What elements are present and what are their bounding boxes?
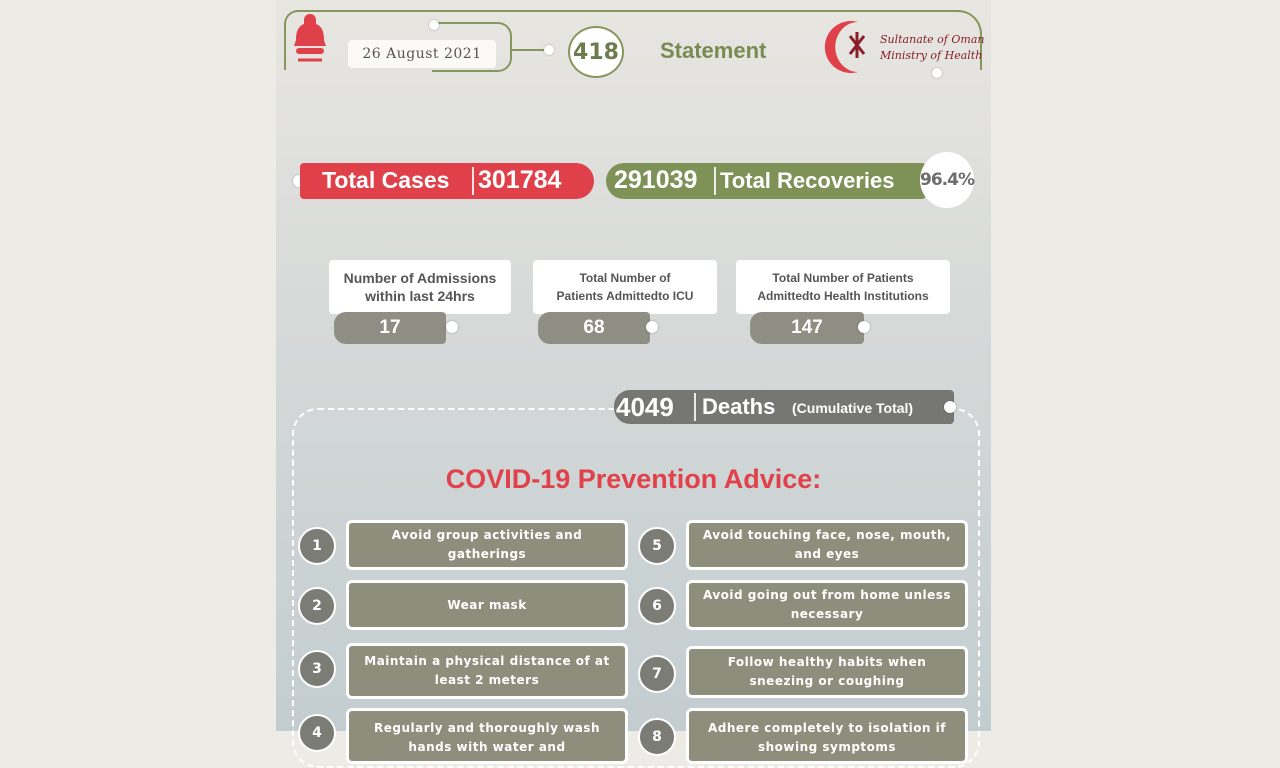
recovery-rate-badge: 96.4%: [920, 152, 974, 208]
advice-step-number: 6: [638, 587, 676, 625]
stat-label-line: Admittedto Health Institutions: [757, 289, 929, 303]
deaths-value: 4049: [616, 392, 674, 422]
total-cases-bar: [300, 163, 594, 199]
header-dot: [544, 45, 554, 55]
total-recoveries-value: 291039: [614, 166, 698, 194]
stat-label-line: Patients Admittedto ICU: [556, 289, 694, 303]
stat-card-icu-value: 68: [538, 312, 650, 344]
stat-card-admissions-value: 17: [334, 312, 446, 344]
divider: [472, 167, 474, 195]
advice-title: COVID-19 Prevention Advice:: [445, 464, 822, 494]
deaths-label: Deaths: [702, 394, 776, 419]
advice-step-text: Regularly and thoroughly wash hands with water and: [346, 708, 628, 764]
advice-step-text: Wear mask: [346, 580, 628, 630]
total-cases-value: 301784: [478, 166, 562, 194]
advice-step-text: Maintain a physical distance of at least 2 meters: [346, 643, 628, 699]
stat-dot: [646, 321, 658, 333]
deaths-qualifier: (Cumulative Total): [792, 400, 914, 416]
stat-label-line: Total Number of: [579, 271, 671, 285]
divider: [694, 393, 696, 421]
advice-step-text: Follow healthy habits when sneezing or coughing: [686, 646, 968, 698]
deaths-bar: [614, 390, 954, 424]
statement-number: 418: [568, 26, 624, 78]
advice-step-number: 1: [298, 527, 336, 565]
total-cases-label: Total Cases: [322, 167, 450, 193]
stat-dot: [446, 321, 458, 333]
deaths-dot: [944, 401, 956, 413]
statement-label: Statement: [660, 38, 767, 63]
advice-step-number: 5: [638, 527, 676, 565]
advice-step-number: 4: [298, 714, 336, 752]
advice-step-text: Avoid touching face, nose, mouth, and eyes: [686, 520, 968, 570]
header-dot: [429, 20, 439, 30]
infographic-sheet: [276, 0, 991, 754]
stat-card-institutions-value: 147: [750, 312, 864, 344]
advice-step-number: 3: [298, 650, 336, 688]
advice-step-text: Adhere completely to isolation if showing symptoms: [686, 708, 968, 764]
ministry-line-2: Ministry of Health: [880, 49, 983, 62]
advice-step-text: Avoid group activities and gatherings: [346, 520, 628, 570]
ministry-name: [880, 32, 984, 64]
ministry-crescent-logo-icon: [828, 18, 882, 76]
advice-step-number: 7: [638, 655, 676, 693]
statement-date: 26 August 2021: [348, 40, 496, 68]
advice-step-number: 8: [638, 718, 676, 756]
stat-card-icu-label: [533, 260, 717, 314]
stat-dot: [858, 321, 870, 333]
header-dot: [932, 68, 942, 78]
total-recoveries-label: Total Recoveries: [720, 168, 895, 193]
total-recoveries-bar: [606, 163, 926, 199]
stat-label-line: Total Number of Patients: [772, 271, 914, 285]
divider: [714, 167, 716, 195]
advice-step-text: Avoid going out from home unless necessary: [686, 580, 968, 630]
stat-label-line: within last 24hrs: [365, 288, 475, 304]
ministry-line-1: Sultanate of Oman: [880, 33, 985, 46]
stat-card-admissions-label: [329, 260, 511, 314]
stat-label-line: Number of Admissions: [343, 270, 497, 286]
advice-step-number: 2: [298, 587, 336, 625]
stat-card-institutions-label: [736, 260, 950, 314]
